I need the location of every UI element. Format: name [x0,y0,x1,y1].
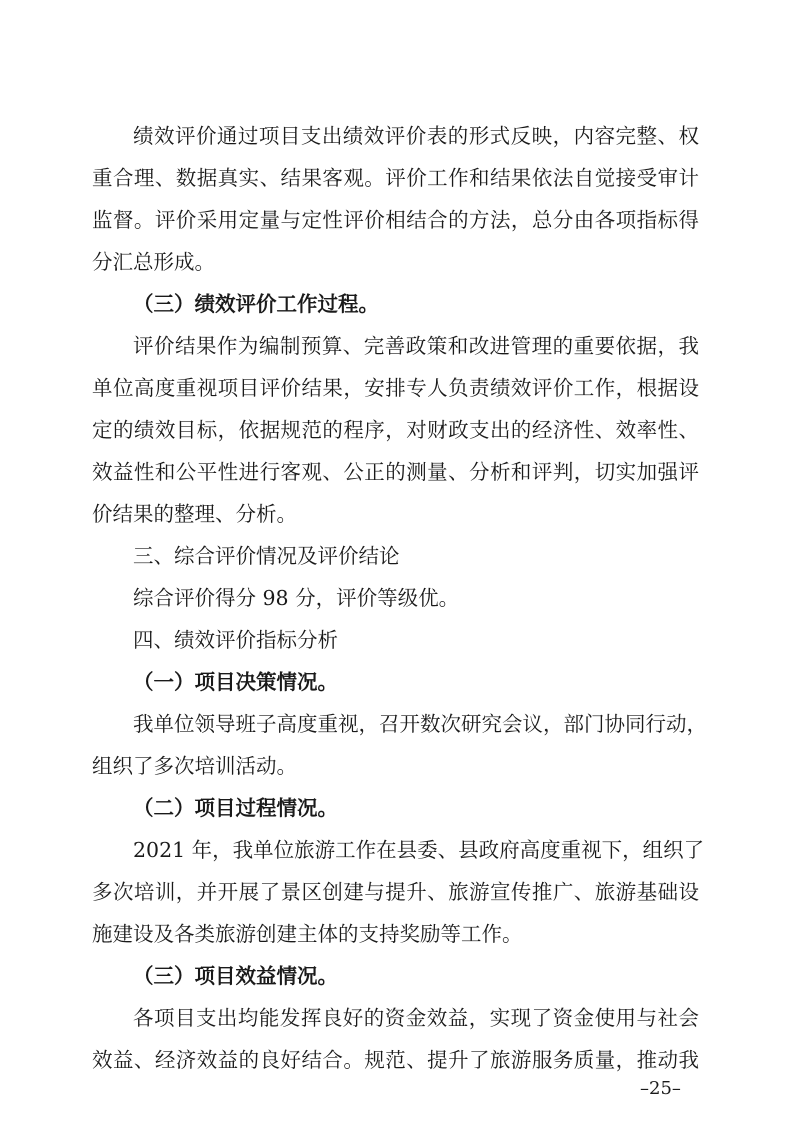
paragraph-line: 重合理、数据真实、结果客观。评价工作和结果依法自觉接受审计 [92,166,699,190]
subsection-heading: （三）绩效评价工作过程。 [133,292,379,316]
paragraph-line: 我单位领导班子高度重视，召开数次研究会议，部门协同行动， [133,712,707,736]
paragraph-line: 效益、经济效益的良好结合。规范、提升了旅游服务质量，推动我 [92,1048,699,1072]
paragraph-line: 监督。评价采用定量与定性评价相结合的方法，总分由各项指标得 [92,208,699,232]
paragraph-line: 施建设及各类旅游创建主体的支持奖励等工作。 [92,922,523,946]
paragraph-line: 综合评价得分 98 分，评价等级优。 [133,586,460,610]
paragraph-line: 2021 年，我单位旅游工作在县委、县政府高度重视下，组织了 [133,838,705,862]
subsection-heading: （三）项目效益情况。 [133,964,338,988]
paragraph-line: 各项目支出均能发挥良好的资金效益，实现了资金使用与社会 [133,1006,699,1030]
paragraph-line: 绩效评价通过项目支出绩效评价表的形式反映，内容完整、权 [133,124,699,148]
section-heading: 三、综合评价情况及评价结论 [133,544,400,568]
paragraph-line: 效益性和公平性进行客观、公正的测量、分析和评判，切实加强评 [92,460,699,484]
paragraph-line: 组织了多次培训活动。 [92,754,297,778]
subsection-heading: （二）项目过程情况。 [133,796,338,820]
section-heading: 四、绩效评价指标分析 [133,628,338,652]
paragraph-line: 分汇总形成。 [92,250,215,274]
subsection-heading: （一）项目决策情况。 [133,670,338,694]
page-number: –25– [640,1078,681,1099]
paragraph-line: 定的绩效目标，依据规范的程序，对财政支出的经济性、效率性、 [92,418,699,442]
paragraph-line: 单位高度重视项目评价结果，安排专人负责绩效评价工作，根据设 [92,376,699,400]
paragraph-line: 多次培训，并开展了景区创建与提升、旅游宣传推广、旅游基础设 [92,880,699,904]
paragraph-line: 价结果的整理、分析。 [92,502,297,526]
paragraph-line: 评价结果作为编制预算、完善政策和改进管理的重要依据，我 [133,334,699,358]
